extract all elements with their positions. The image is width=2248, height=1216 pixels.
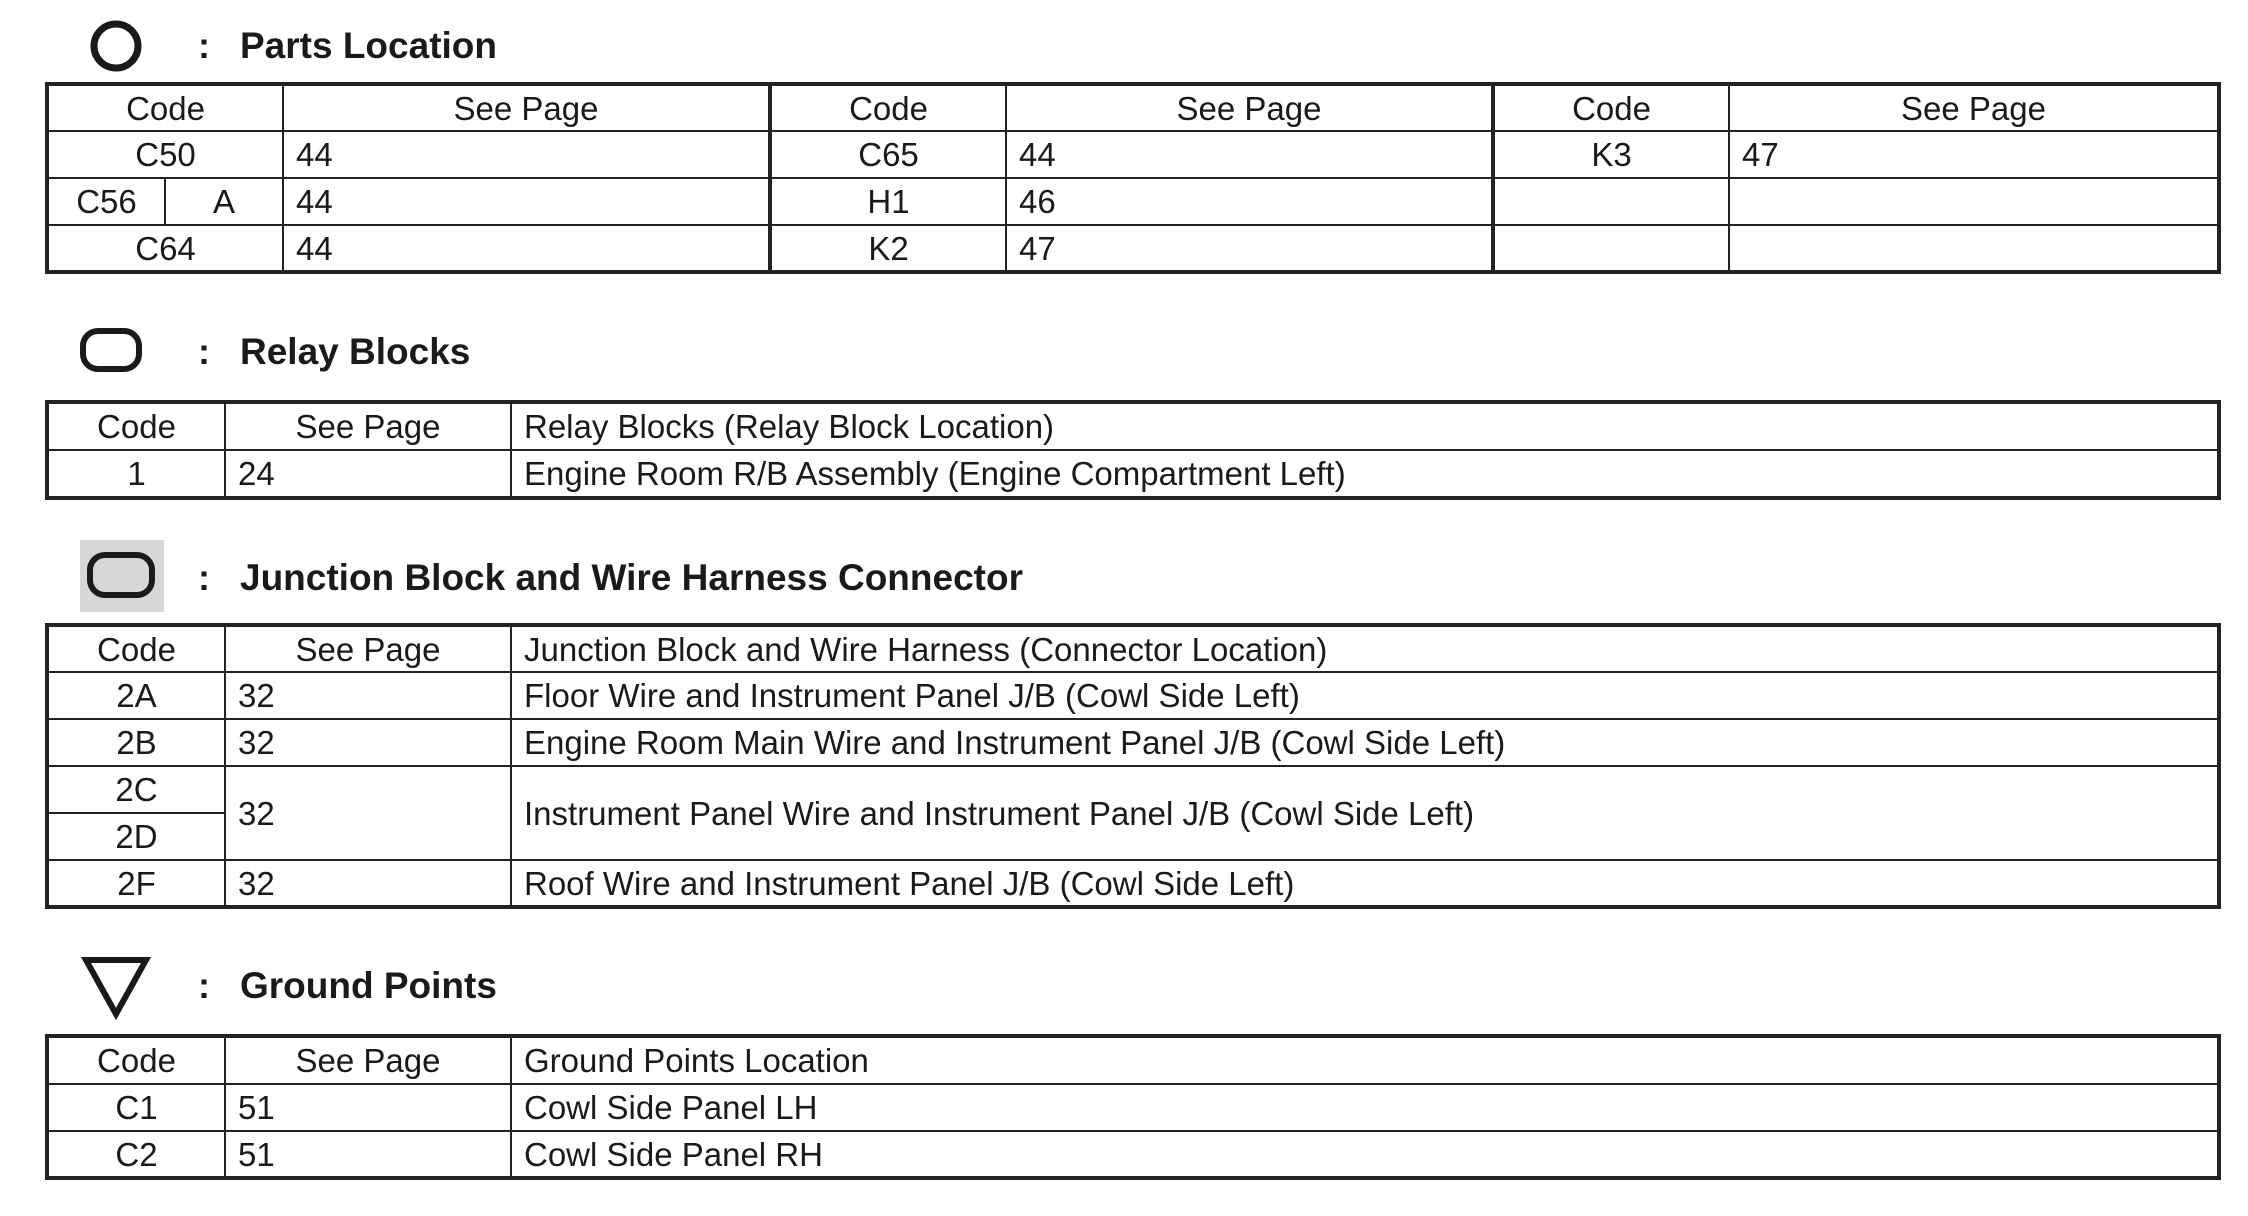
column-header-code: Code	[770, 84, 1006, 131]
code-cell: K3	[1493, 131, 1729, 178]
table-row	[47, 178, 2219, 225]
parts-location-table	[45, 82, 2221, 274]
shaded-rounded-rect-icon	[80, 540, 164, 612]
code-cell	[1493, 225, 1729, 272]
description-cell: Cowl Side Panel LH	[511, 1084, 2219, 1131]
junction-block-header	[0, 540, 2248, 600]
column-header-see-page: See Page	[1006, 84, 1493, 131]
page-cell: 44	[283, 131, 770, 178]
table-row	[47, 131, 2219, 178]
section-colon: :	[198, 557, 210, 598]
page-cell: 32	[225, 766, 511, 860]
code-cell: C64	[47, 225, 283, 272]
code-cell: 2C	[47, 766, 225, 813]
code-cell: C56	[47, 178, 165, 225]
table-row	[47, 1131, 2219, 1178]
table-header-row	[47, 402, 2219, 450]
code-sub-cell: A	[165, 178, 283, 225]
ground-points-table	[45, 1034, 2221, 1180]
page-cell: 51	[225, 1131, 511, 1178]
section-title: Relay Blocks	[240, 331, 471, 372]
page-cell: 47	[1729, 131, 2219, 178]
page-cell: 44	[283, 225, 770, 272]
column-header-see-page: See Page	[225, 625, 511, 672]
description-cell: Floor Wire and Instrument Panel J/B (Cowl Side Left)	[511, 672, 2219, 719]
code-cell	[1493, 178, 1729, 225]
description-cell: Instrument Panel Wire and Instrument Panel J/B (Cowl Side Left)	[511, 766, 2219, 860]
code-cell: 2B	[47, 719, 225, 766]
table-row	[47, 766, 2219, 813]
code-cell: C50	[47, 131, 283, 178]
column-header-location: Junction Block and Wire Harness (Connector Location)	[511, 625, 2219, 672]
code-cell: 2D	[47, 813, 225, 860]
column-header-code: Code	[47, 625, 225, 672]
code-cell: K2	[770, 225, 1006, 272]
page-cell: 32	[225, 672, 511, 719]
table-header-row	[47, 625, 2219, 672]
code-cell: 2F	[47, 860, 225, 907]
circle-icon	[88, 18, 144, 74]
page-cell: 32	[225, 719, 511, 766]
relay-blocks-header	[0, 318, 2248, 378]
column-header-see-page: See Page	[1729, 84, 2219, 131]
page-cell: 32	[225, 860, 511, 907]
description-cell: Engine Room R/B Assembly (Engine Compartment Left)	[511, 450, 2219, 498]
page-cell: 44	[283, 178, 770, 225]
section-colon: :	[198, 331, 210, 372]
ground-points-header	[0, 952, 2248, 1012]
table-row	[47, 1084, 2219, 1131]
page-cell	[1729, 178, 2219, 225]
column-header-code: Code	[1493, 84, 1729, 131]
column-header-code: Code	[47, 402, 225, 450]
page-cell: 51	[225, 1084, 511, 1131]
table-header-row	[47, 1036, 2219, 1084]
column-header-code: Code	[47, 84, 283, 131]
section-title: Ground Points	[240, 965, 497, 1006]
column-header-see-page: See Page	[225, 1036, 511, 1084]
description-cell: Engine Room Main Wire and Instrument Panel J/B (Cowl Side Left)	[511, 719, 2219, 766]
code-cell: C65	[770, 131, 1006, 178]
code-cell: 2A	[47, 672, 225, 719]
table-row	[47, 860, 2219, 907]
section-colon: :	[198, 965, 210, 1006]
table-row	[47, 450, 2219, 498]
relay-blocks-table	[45, 400, 2221, 500]
triangle-down-icon	[80, 954, 152, 1020]
junction-block-table	[45, 623, 2221, 909]
table-row	[47, 672, 2219, 719]
page-cell	[1729, 225, 2219, 272]
section-colon: :	[198, 25, 210, 66]
rounded-rect-icon	[78, 326, 144, 374]
description-cell: Roof Wire and Instrument Panel J/B (Cowl Side Left)	[511, 860, 2219, 907]
page-cell: 24	[225, 450, 511, 498]
description-cell: Cowl Side Panel RH	[511, 1131, 2219, 1178]
column-header-see-page: See Page	[225, 402, 511, 450]
table-header-row	[47, 84, 2219, 131]
code-cell: H1	[770, 178, 1006, 225]
column-header-code: Code	[47, 1036, 225, 1084]
column-header-location: Relay Blocks (Relay Block Location)	[511, 402, 2219, 450]
table-row	[47, 225, 2219, 272]
code-cell: C2	[47, 1131, 225, 1178]
column-header-see-page: See Page	[283, 84, 770, 131]
code-cell: 1	[47, 450, 225, 498]
column-header-location: Ground Points Location	[511, 1036, 2219, 1084]
section-title: Parts Location	[240, 25, 497, 66]
parts-location-header	[0, 12, 2248, 72]
page-cell: 44	[1006, 131, 1493, 178]
section-title: Junction Block and Wire Harness Connector	[240, 557, 1023, 598]
page-cell: 46	[1006, 178, 1493, 225]
page-cell: 47	[1006, 225, 1493, 272]
table-row	[47, 719, 2219, 766]
code-cell: C1	[47, 1084, 225, 1131]
